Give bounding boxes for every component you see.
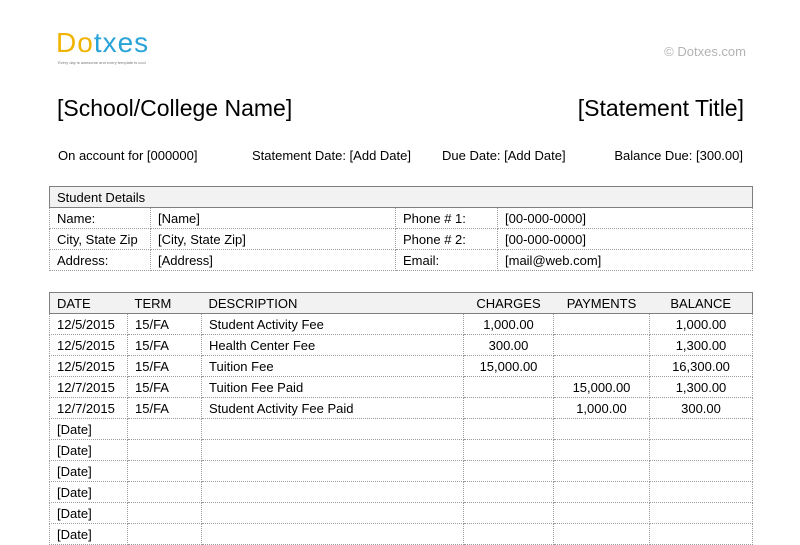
cell-charges — [464, 440, 554, 461]
account-number: On account for [000000] — [58, 148, 198, 163]
cell-term — [128, 419, 202, 440]
table-row — [50, 503, 753, 524]
detail-label: Name: — [50, 208, 151, 229]
cell-date: [Date] — [50, 482, 128, 503]
cell-payments — [554, 335, 650, 356]
cell-balance: 1,000.00 — [650, 314, 753, 335]
cell-description: Tuition Fee Paid — [202, 377, 464, 398]
column-header-term: TERM — [128, 293, 202, 314]
cell-charges — [464, 419, 554, 440]
detail-value: [mail@web.com] — [498, 250, 753, 271]
table-row — [50, 440, 753, 461]
cell-payments: 15,000.00 — [554, 377, 650, 398]
cell-term: 15/FA — [128, 398, 202, 419]
detail-value: [00-000-0000] — [498, 229, 753, 250]
detail-label: Phone # 1: — [396, 208, 498, 229]
logo-letter-o: o — [77, 27, 94, 58]
cell-description: Health Center Fee — [202, 335, 464, 356]
student-details-table — [49, 186, 753, 271]
column-header-description: DESCRIPTION — [202, 293, 464, 314]
table-row — [50, 461, 753, 482]
transactions-header-row — [50, 293, 753, 314]
cell-payments — [554, 503, 650, 524]
cell-payments — [554, 440, 650, 461]
logo-letters-rest: txes — [93, 27, 150, 58]
cell-payments: 1,000.00 — [554, 398, 650, 419]
cell-description — [202, 524, 464, 545]
statement-date: Statement Date: [Add Date] — [252, 148, 411, 163]
cell-balance — [650, 503, 753, 524]
detail-label: City, State Zip — [50, 229, 151, 250]
cell-description — [202, 419, 464, 440]
dotxes-logo — [56, 28, 176, 68]
cell-term: 15/FA — [128, 377, 202, 398]
cell-charges: 300.00 — [464, 335, 554, 356]
statement-title-heading: [Statement Title] — [577, 95, 744, 121]
student-details-title: Student Details — [50, 187, 753, 208]
cell-charges — [464, 461, 554, 482]
column-header-payments: PAYMENTS — [554, 293, 650, 314]
student-details-row — [50, 208, 753, 229]
cell-description — [202, 482, 464, 503]
column-header-date: DATE — [50, 293, 128, 314]
detail-value: [City, State Zip] — [151, 229, 396, 250]
logo-letter-d: D — [56, 27, 78, 58]
cell-description — [202, 503, 464, 524]
table-row — [50, 356, 753, 377]
detail-value: [Address] — [151, 250, 396, 271]
table-row — [50, 482, 753, 503]
copyright-text: © Dotxes.com — [664, 44, 746, 59]
detail-value: [Name] — [151, 208, 396, 229]
logo-tagline: Every day is awesome and every template is cool — [58, 60, 146, 65]
column-header-charges: CHARGES — [464, 293, 554, 314]
cell-payments — [554, 314, 650, 335]
cell-charges — [464, 398, 554, 419]
cell-description: Student Activity Fee Paid — [202, 398, 464, 419]
cell-balance: 1,300.00 — [650, 377, 753, 398]
cell-date: [Date] — [50, 524, 128, 545]
cell-charges: 15,000.00 — [464, 356, 554, 377]
student-details-row — [50, 229, 753, 250]
cell-balance: 1,300.00 — [650, 335, 753, 356]
cell-date: 12/7/2015 — [50, 377, 128, 398]
cell-date: 12/5/2015 — [50, 335, 128, 356]
cell-charges — [464, 377, 554, 398]
cell-charges — [464, 524, 554, 545]
cell-description: Tuition Fee — [202, 356, 464, 377]
detail-value: [00-000-0000] — [498, 208, 753, 229]
cell-term: 15/FA — [128, 356, 202, 377]
school-name-heading: [School/College Name] — [57, 95, 293, 121]
cell-charges — [464, 503, 554, 524]
cell-payments — [554, 356, 650, 377]
due-date: Due Date: [Add Date] — [442, 148, 566, 163]
detail-label: Email: — [396, 250, 498, 271]
cell-term: 15/FA — [128, 314, 202, 335]
cell-description — [202, 461, 464, 482]
cell-date: [Date] — [50, 419, 128, 440]
cell-charges — [464, 482, 554, 503]
cell-charges: 1,000.00 — [464, 314, 554, 335]
transactions-table — [49, 292, 753, 545]
cell-payments — [554, 524, 650, 545]
cell-term: 15/FA — [128, 335, 202, 356]
cell-description — [202, 440, 464, 461]
cell-date: [Date] — [50, 461, 128, 482]
cell-term — [128, 524, 202, 545]
table-row — [50, 377, 753, 398]
column-header-balance: BALANCE — [650, 293, 753, 314]
cell-date: 12/7/2015 — [50, 398, 128, 419]
student-details-row — [50, 250, 753, 271]
cell-balance — [650, 419, 753, 440]
balance-due: Balance Due: [300.00] — [614, 148, 743, 163]
cell-term — [128, 503, 202, 524]
cell-date: [Date] — [50, 503, 128, 524]
cell-term — [128, 440, 202, 461]
table-row — [50, 419, 753, 440]
detail-label: Phone # 2: — [396, 229, 498, 250]
cell-balance — [650, 440, 753, 461]
cell-payments — [554, 482, 650, 503]
cell-payments — [554, 461, 650, 482]
table-row — [50, 398, 753, 419]
cell-balance — [650, 524, 753, 545]
cell-balance: 300.00 — [650, 398, 753, 419]
table-row — [50, 524, 753, 545]
cell-term — [128, 482, 202, 503]
cell-date: 12/5/2015 — [50, 314, 128, 335]
table-row — [50, 314, 753, 335]
transactions-body — [50, 314, 753, 545]
table-row — [50, 335, 753, 356]
cell-balance — [650, 461, 753, 482]
cell-date: 12/5/2015 — [50, 356, 128, 377]
cell-payments — [554, 419, 650, 440]
cell-balance: 16,300.00 — [650, 356, 753, 377]
cell-date: [Date] — [50, 440, 128, 461]
cell-description: Student Activity Fee — [202, 314, 464, 335]
logo-wordmark — [56, 28, 149, 58]
cell-term — [128, 461, 202, 482]
detail-label: Address: — [50, 250, 151, 271]
student-details-header — [50, 187, 753, 208]
cell-balance — [650, 482, 753, 503]
